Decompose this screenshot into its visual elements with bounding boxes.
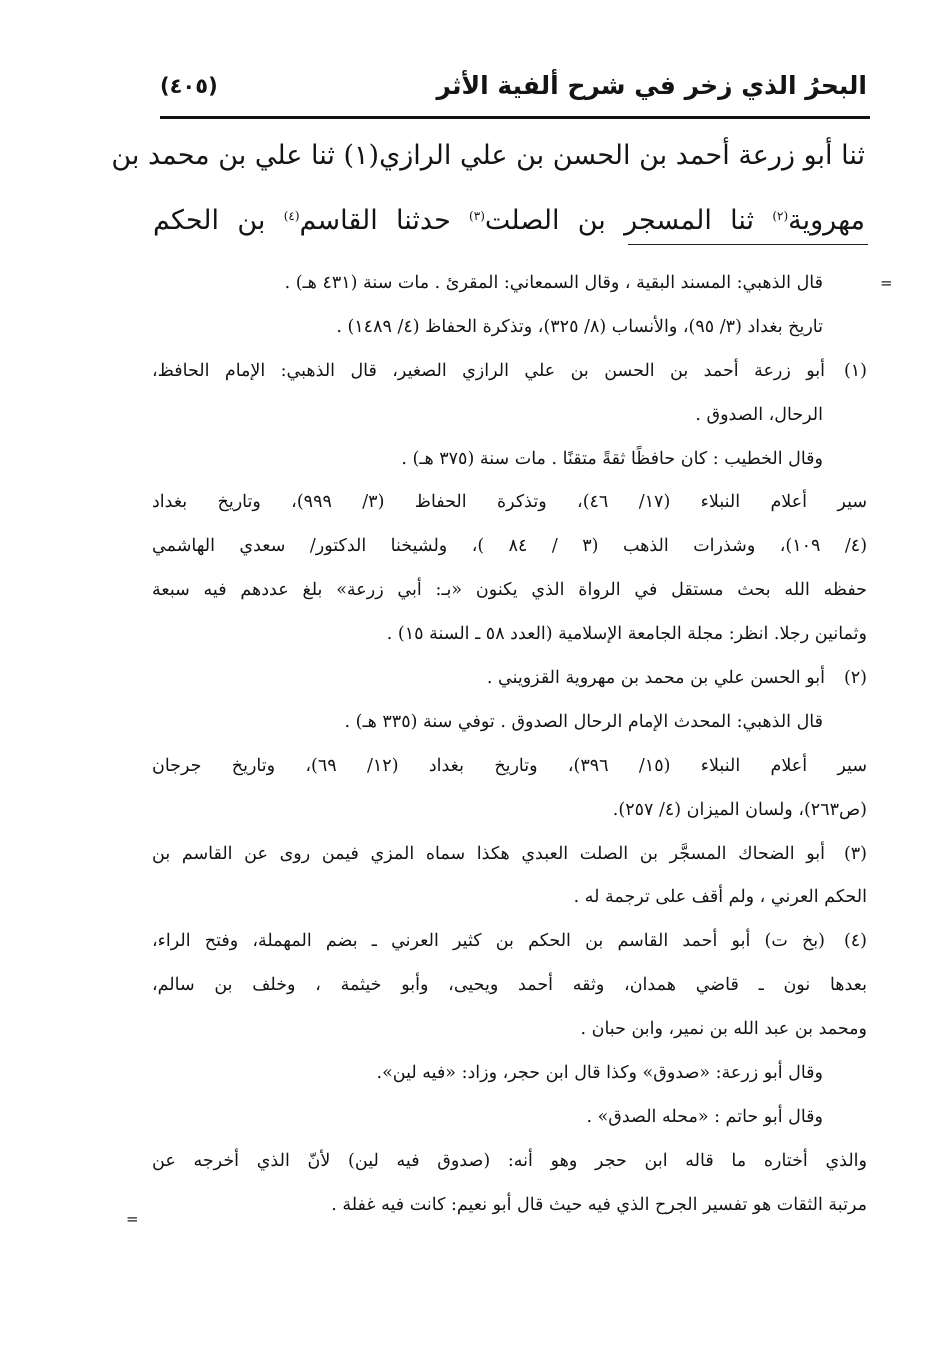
page-number: (٤٠٥)	[160, 74, 218, 98]
footnote-ref-3: (٣)	[469, 209, 485, 223]
footnote-continued-line: تاريخ بغداد (٣/ ٩٥)، والأنساب (٨/ ٣٢٥)، وتذكرة الحفاظ (٤/ ١٤٨٩) .	[336, 316, 823, 337]
continuation-mark-top: =	[880, 274, 893, 292]
footnote-4-number: (٤)	[843, 931, 867, 952]
footnote-3-number: (٣)	[843, 843, 867, 864]
footnote-4-line: والذي أختاره ما قاله ابن حجر وهو أنه: (صدوق فيه لين) لأنّ الذي أخرجه عن	[152, 1150, 867, 1171]
footnote-text: أبو زرعة أحمد بن الحسن بن علي الرازي الصغير، قال الذهبي: الإمام الحافظ،	[152, 360, 825, 381]
footnote-1-line: وقال الخطيب : كان حافظًا ثقةً متقنًا . مات سنة (٣٧٥ هـ) .	[401, 448, 823, 469]
footnote-2-line: (ص٢٦٣)، ولسان الميزان (٤/ ٢٥٧).	[612, 799, 867, 820]
footnote-3-line	[152, 833, 867, 877]
footnote-text: أبو الضحاك المسجَّر بن الصلت العبدي هكذا سماه المزي فيمن روى عن القاسم بن	[152, 843, 825, 864]
footnote-4-line: وقال أبو زرعة: «صدوق» وكذا قال ابن حجر، وزاد: «فيه لين».	[376, 1063, 823, 1084]
main-text-segment: حدثنا القاسم	[299, 205, 470, 236]
main-text-line-2	[153, 186, 865, 246]
footnote-1-number: (١)	[843, 360, 867, 381]
footnote-2-line: سير أعلام النبلاء (١٥/ ٣٩٦)، وتاريخ بغداد (١٢/ ٦٩)، وتاريخ جرجان	[152, 755, 867, 776]
footnote-4-line: ومحمد بن عبد الله بن نمير، وابن حبان .	[580, 1019, 867, 1040]
footnote-4-line: مرتبة الثقات هو تفسير الجرح الذي فيه حيث قال أبو نعيم: كانت فيه غفلة .	[331, 1194, 867, 1215]
main-text-segment: بن الحكم	[153, 205, 284, 236]
main-text-segment: ثنا المسجر بن الصلت	[484, 205, 773, 236]
main-text-line-1: ثنا أبو زرعة أحمد بن الحسن بن علي الرازي(١) ثنا علي بن محمد بن	[111, 140, 865, 171]
footnote-1-line: (٤/ ١٠٩)، وشذرات الذهب (٣ / ٨٤ )، ولشيخنا الدكتور/ سعدي الهاشمي	[152, 536, 868, 557]
footnote-ref-2: (٢)	[772, 209, 789, 223]
footnote-4-line: بعدها نون ـ قاضي همدان، وثقه أحمد ويحيى، وأبو خيثمة ، وخلف بن سالم،	[152, 975, 867, 996]
main-text-segment: مهروية	[788, 205, 865, 236]
footnote-1-line: الرحال، الصدوق .	[695, 404, 823, 425]
header-rule	[160, 116, 870, 119]
footnotes	[152, 262, 867, 1228]
footnote-4-line: وقال أبو حاتم : «محله الصدق» .	[586, 1106, 823, 1127]
footnote-separator	[628, 244, 868, 245]
footnote-3-line: الحكم العرني ، ولم أقف على ترجمة له .	[573, 887, 867, 908]
footnote-4-line	[152, 920, 867, 964]
footnote-1-line: حفظه الله بحث مستقل في الرواة الذي يكنون «بـ: أبي زرعة» بلغ عددهم فيه سبعة	[152, 580, 867, 601]
footnote-2-number: (٢)	[843, 668, 867, 689]
footnote-1-line: سير أعلام النبلاء (١٧/ ٤٦)، وتذكرة الحفاظ (٣/ ٩٩٩)، وتاريخ بغداد	[152, 492, 868, 513]
footnote-ref-4: (٤)	[283, 209, 300, 223]
footnote-text: أبو الحسن علي بن محمد بن مهروية القزويني .	[486, 668, 825, 689]
footnote-2-line: قال الذهبي: المحدث الإمام الرحال الصدوق . توفي سنة (٣٣٥ هـ) .	[344, 711, 823, 732]
footnote-1-line	[152, 350, 867, 394]
running-header-title: البحرُ الذي زخر في شرح ألفية الأثر	[436, 71, 867, 100]
main-text	[111, 126, 865, 246]
footnote-continued-line: قال الذهبي: المسند البقية ، وقال السمعاني: المقرئ . مات سنة (٤٣١ هـ) .	[284, 273, 823, 293]
footnote-text: (بخ ت) أبو أحمد القاسم بن الحكم بن كثير العرني ـ بضم المهملة، وفتح الراء،	[152, 931, 825, 952]
continuation-mark-bottom: =	[126, 1210, 139, 1228]
footnote-2-line	[152, 657, 867, 701]
footnote-1-line: وثمانين رجلا. انظر: مجلة الجامعة الإسلامية (العدد ٥٨ ـ السنة ١٥) .	[386, 624, 867, 645]
